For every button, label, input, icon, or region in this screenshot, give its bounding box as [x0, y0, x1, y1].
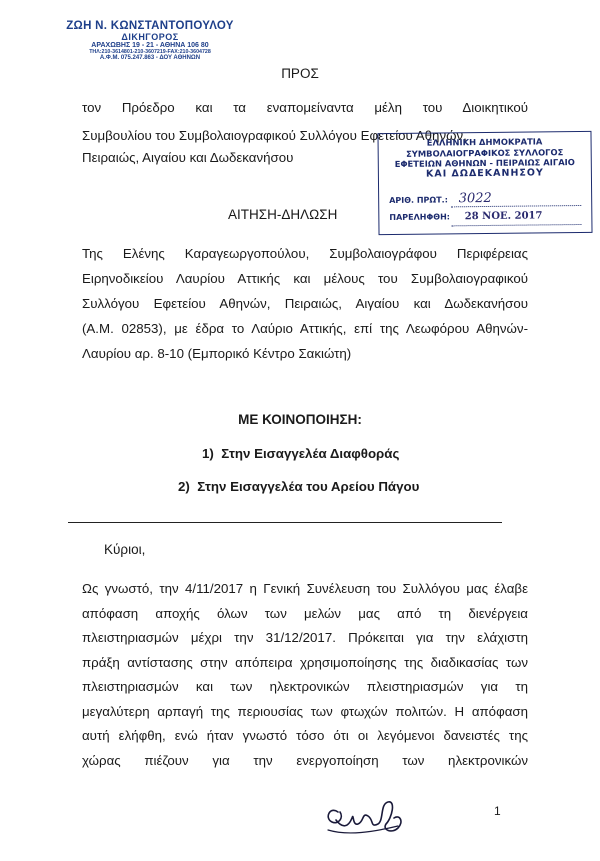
stamp-protocol-label: ΑΡΙΘ. ΠΡΩΤ.:: [389, 195, 448, 206]
registry-stamp: [377, 131, 592, 235]
separator-line: [68, 522, 502, 523]
petitioner-line: Συλλόγου Εφετείου Αθηνών, Πειραιώς, Αιγαίου και Δωδεκανήσου: [82, 296, 528, 311]
stamp-date-label: ΠΑΡΕΛΗΦΘΗ:: [389, 212, 451, 223]
salutation: Κύριοι,: [104, 542, 146, 557]
body-line: μεγαλύτερη αρπαγή της περιουσίας των φτωχών πολιτών. Η απόφαση: [82, 704, 528, 719]
lawyer-phones: ΤΗΛ:210-3614801-210-3607219-FAX:210-3604728: [89, 49, 211, 55]
petitioner-line: Ειρηνοδικείου Λαυρίου Αττικής και μέλους του Συμβολαιογραφικού: [82, 271, 528, 286]
stamp-date-value: 28 ΝΟΕ. 2017: [464, 210, 543, 223]
body-line: αυτή ελήφθη, ενώ ήταν γνωστό τόσο ότι οι λεγόμενοι δανειστές της: [82, 728, 528, 743]
stamp-line: ΚΑΙ ΔΩΔΕΚΑΝΗΣΟΥ: [425, 166, 544, 180]
petitioner-line: Της Ελένης Καραγεωργοπούλου, Συμβολαιογράφου Περιφέρειας: [82, 246, 528, 261]
stamp-dotted-line: [451, 224, 581, 226]
page-number: 1: [494, 804, 501, 818]
lawyer-role: ΔΙΚΗΓΟΡΟΣ: [121, 32, 179, 42]
stamp-protocol-row: [389, 191, 492, 207]
to-heading: ΠΡΟΣ: [281, 66, 319, 81]
cc-item: 1) Στην Εισαγγελέα Διαφθοράς: [202, 446, 400, 461]
stamp-protocol-number: 3022: [458, 190, 492, 207]
stamp-date-row: [389, 210, 542, 223]
recipient-line: τον Πρόεδρο και τα εναπομείναντα μέλη του Διοικητικού: [82, 100, 528, 115]
cc-item: 2) Στην Εισαγγελέα του Αρείου Πάγου: [178, 479, 420, 494]
body-line: απόφαση αποχής όλων των μελών μας από τη διενέργεια: [82, 606, 528, 621]
lawyer-address: ΑΡΑΧΩΒΗΣ 19 - 21 - ΑΘΗΝΑ 106 80: [91, 42, 209, 49]
stamp-line: ΕΦΕΤΕΙΩΝ ΑΘΗΝΩΝ - ΠΕΙΡΑΙΩΣ ΑΙΓΑΙΟ: [394, 157, 575, 169]
stamp-dotted-line: [451, 205, 581, 207]
document-title: ΑΙΤΗΣΗ-ΔΗΛΩΣΗ: [228, 207, 338, 222]
body-line: πλειστηριασμών και των ηλεκτρονικών πλειστηριασμών για τη: [82, 679, 528, 694]
recipient-line: Συμβουλίου του Συμβολαιογραφικού Συλλόγου Εφετείου Αθηνών,: [82, 128, 467, 143]
recipient-line: Πειραιώς, Αιγαίου και Δωδεκανήσου: [82, 150, 294, 165]
letterhead: [52, 20, 248, 61]
body-line: Ως γνωστό, την 4/11/2017 η Γενική Συνέλευση του Συλλόγου μας έλαβε: [82, 581, 528, 596]
cc-heading: ΜΕ ΚΟΙΝΟΠΟΙΗΣΗ:: [238, 412, 362, 427]
lawyer-name: ΖΩΗ Ν. ΚΩΝΣΤΑΝΤΟΠΟΥΛΟΥ: [66, 20, 234, 32]
signature: [318, 790, 418, 845]
body-line: χώρας πιέζουν για την ενεργοποίηση των ηλεκτρονικών: [82, 753, 528, 768]
stamp-line: ΕΛΛΗΝΙΚΗ ΔΗΜΟΚΡΑΤΙΑ: [426, 136, 543, 148]
lawyer-afm: Α.Φ.Μ. 075.247.863 - ΔΟΥ ΑΘΗΝΩΝ: [99, 55, 201, 61]
petitioner-line: Λαυρίου αρ. 8-10 (Εμπορικό Κέντρο Σακιώτη): [82, 346, 352, 361]
petitioner-line: (Α.Μ. 02853), με έδρα το Λαύριο Αττικής, επί της Λεωφόρου Αθηνών-: [82, 321, 528, 336]
body-line: πλειστηριασμών μέχρι την 31/12/2017. Πρόκειται για την ελάχιστη: [82, 630, 528, 645]
stamp-line: ΣΥΜΒΟΛΑΙΟΓΡΑΦΙΚΟΣ ΣΥΛΛΟΓΟΣ: [405, 146, 564, 159]
body-line: πράξη αντίστασης στην απόπειρα χρησιμοποίησης της διαδικασίας των: [82, 655, 528, 670]
